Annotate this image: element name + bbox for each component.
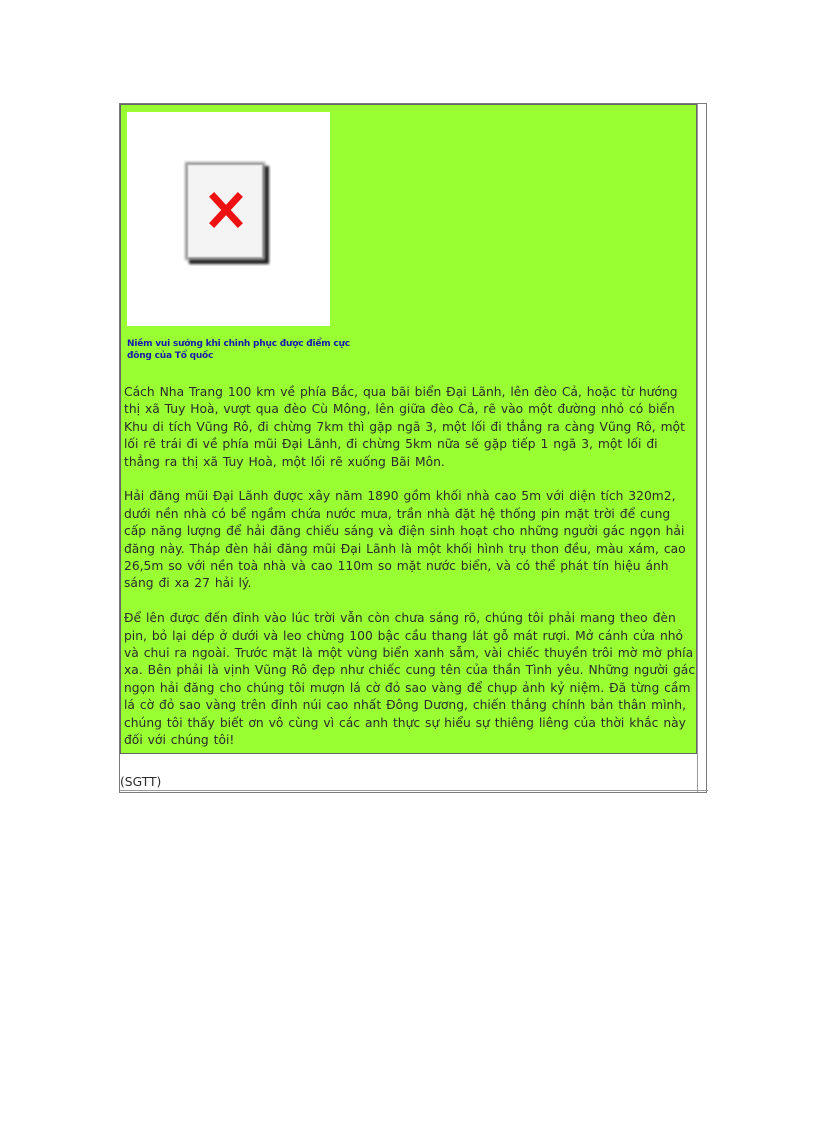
paragraph-summit: Để lên được đến đỉnh vào lúc trời vẫn còn chưa sáng rõ, chúng tôi phải mang theo đèn pin, bỏ lại dép ở dưới và leo chừng 100 bậc cầu thang lát gỗ mát rượi. Mở cánh cửa nhỏ và chui ra ngoài. Trước mặt là một vùng biển xanh sẫm, vài chiếc thuyền trôi mờ mờ phía xa. Bên phải là vịnh Vũng Rô đẹp như chiếc cung tên của thần Tình yêu. Những người gác ngọn hải đăng cho chúng tôi mượn lá cờ đỏ sao vàng để chụp ảnh kỷ niệm. Đã từng cầm lá cờ đỏ sao vàng trên đỉnh núi cao nhất Đông Dương, chiến thắng chính bản thân mình, chúng tôi thấy biết ơn vô cùng vì các anh thực sự hiểu sự thiêng liêng của thời khắc này đối với chúng tôi! xyxy=(124,611,696,748)
paragraph-lighthouse: Hải đăng mũi Đại Lãnh được xây năm 1890 gồm khối nhà cao 5m với diện tích 320m2, dưới nền nhà có bể ngầm chứa nước mưa, trần nhà đặt hệ thống pin mặt trời để cung cấp năng lượng để hải đăng chiếu sáng và điện sinh hoạt cho những người gác ngọn hải đăng này. Tháp đèn hải đăng mũi Đại Lãnh là một khối hình trụ thon đều, màu xám, cao 26,5m so với nền toà nhà và cao 110m so mặt nước biển, và có thể phát tín hiệu ánh sáng đi xa 27 hải lý. xyxy=(124,489,686,591)
article-body xyxy=(124,384,696,767)
broken-image-icon xyxy=(183,160,271,266)
photo-placeholder xyxy=(127,112,330,326)
article-frame xyxy=(119,103,707,793)
content-panel xyxy=(120,104,697,754)
source-credit: (SGTT) xyxy=(120,775,162,789)
photo-caption: Niềm vui sướng khi chinh phục được điểm cực đông của Tổ quốc xyxy=(127,339,350,361)
frame-divider-horizontal xyxy=(120,790,708,791)
paragraph-directions: Cách Nha Trang 100 km về phía Bắc, qua bãi biển Đại Lãnh, lên đèo Cả, hoặc từ hướng thị xã Tuy Hoà, vượt qua đèo Cù Mông, lên giữa đèo Cả, rẽ vào một đường nhỏ có biển Khu di tích Vũng Rô, đi chừng 7km thì gặp ngã 3, một lối đi thẳng ra càng Vũng Rô, một lối rẽ trái đi về phía mũi Đại Lãnh, đi chừng 5km nữa sẽ gặp tiếp 1 ngã 3, một lối đi thẳng ra thị xã Tuy Hoà, một lối rẽ xuống Bãi Môn. xyxy=(124,385,685,469)
frame-divider-vertical xyxy=(697,104,698,792)
